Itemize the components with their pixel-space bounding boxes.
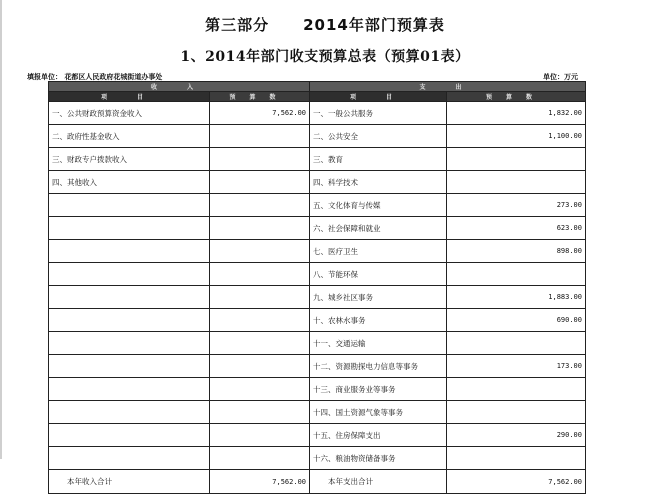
expense-amount-cell [447,148,586,171]
income-amount-cell [210,148,310,171]
header-columns-row [49,92,586,102]
filling-unit-value: 花都区人民政府花城街道办事处 [64,73,163,81]
income-amount-cell [210,286,310,309]
table-row [49,102,586,125]
expense-item-cell: 十四、国土资源气象等事务 [310,401,447,424]
expense-item-cell: 十三、商业服务业等事务 [310,378,447,401]
table-row [49,309,586,332]
income-amount-cell [210,217,310,240]
income-amount-cell [210,447,310,470]
income-amount-cell [210,125,310,148]
header-group-row [49,82,586,92]
expense-total-label: 本年支出合计 [310,470,447,494]
expense-item-cell: 一、一般公共服务 [310,102,447,125]
income-item-cell [49,447,210,470]
budget-table [48,81,586,494]
income-amount-cell [210,194,310,217]
expense-amount-cell [447,401,586,424]
currency-unit: 单位：万元 [543,73,578,81]
filling-unit-label: 填报单位： [27,73,62,81]
table-row [49,424,586,447]
expense-amount-cell: 273.00 [447,194,586,217]
income-amount-cell: 7,562.00 [210,102,310,125]
income-item-cell [49,286,210,309]
header-expense-group: 支 出 [310,82,586,92]
part-label: 第三部分 [205,16,270,34]
table-row [49,217,586,240]
table-row [49,194,586,217]
income-item-cell: 三、财政专户拨款收入 [49,148,210,171]
table-row [49,332,586,355]
expense-item-cell: 九、城乡社区事务 [310,286,447,309]
table-row [49,171,586,194]
income-amount-cell [210,309,310,332]
expense-amount-cell [447,378,586,401]
income-amount-cell [210,332,310,355]
expense-item-cell: 五、文化体育与传媒 [310,194,447,217]
scan-edge [0,0,2,459]
income-item-cell [49,355,210,378]
expense-amount-cell: 173.00 [447,355,586,378]
expense-item-cell: 十一、交通运输 [310,332,447,355]
expense-item-cell: 四、科学技术 [310,171,447,194]
expense-amount-cell: 1,100.00 [447,125,586,148]
income-amount-cell [210,378,310,401]
expense-amount-cell: 898.00 [447,240,586,263]
income-item-cell [49,194,210,217]
expense-item-cell: 六、社会保障和就业 [310,217,447,240]
expense-amount-cell: 690.00 [447,309,586,332]
expense-amount-cell [447,171,586,194]
income-item-cell [49,217,210,240]
budget-body [49,102,586,470]
income-total-label: 本年收入合计 [49,470,210,494]
expense-item-cell: 八、节能环保 [310,263,447,286]
table-row [49,378,586,401]
income-item-cell [49,309,210,332]
income-item-cell [49,240,210,263]
table-row [49,148,586,171]
income-item-cell: 二、政府性基金收入 [49,125,210,148]
part-subtitle: 2014年部门预算表 [303,16,445,34]
expense-item-cell: 三、教育 [310,148,447,171]
expense-item-cell: 十六、粮油物资储备事务 [310,447,447,470]
income-item-cell [49,378,210,401]
header-expense-item: 项 目 [310,92,447,102]
expense-amount-cell: 623.00 [447,217,586,240]
income-item-cell: 一、公共财政预算资金收入 [49,102,210,125]
table-title: 1、2014年部门收支预算总表（预算01表） [180,49,470,65]
expense-amount-cell [447,263,586,286]
header-income-amount: 预算数 [210,92,310,102]
income-item-cell [49,263,210,286]
expense-amount-cell: 1,883.00 [447,286,586,309]
income-item-cell [49,424,210,447]
expense-item-cell: 十、农林水事务 [310,309,447,332]
expense-amount-cell [447,332,586,355]
expense-amount-cell: 1,832.00 [447,102,586,125]
income-amount-cell [210,240,310,263]
expense-amount-cell: 290.00 [447,424,586,447]
income-total-amount: 7,562.00 [210,470,310,494]
expense-total-amount: 7,562.00 [447,470,586,494]
table-row [49,286,586,309]
income-amount-cell [210,424,310,447]
totals-row [49,470,586,494]
expense-item-cell: 七、医疗卫生 [310,240,447,263]
table-row [49,263,586,286]
header-income-group: 收 入 [49,82,310,92]
expense-item-cell: 十五、住房保障支出 [310,424,447,447]
expense-item-cell: 二、公共安全 [310,125,447,148]
income-amount-cell [210,171,310,194]
table-row [49,125,586,148]
table-row [49,401,586,424]
income-amount-cell [210,401,310,424]
part-title [0,14,650,35]
expense-item-cell: 十二、资源勘探电力信息等事务 [310,355,447,378]
income-amount-cell [210,355,310,378]
expense-amount-cell [447,447,586,470]
table-row [49,447,586,470]
header-expense-amount: 预算数 [447,92,586,102]
header-income-item: 项 目 [49,92,210,102]
income-item-cell [49,401,210,424]
income-item-cell: 四、其他收入 [49,171,210,194]
income-amount-cell [210,263,310,286]
table-row [49,240,586,263]
income-item-cell [49,332,210,355]
table-row [49,355,586,378]
